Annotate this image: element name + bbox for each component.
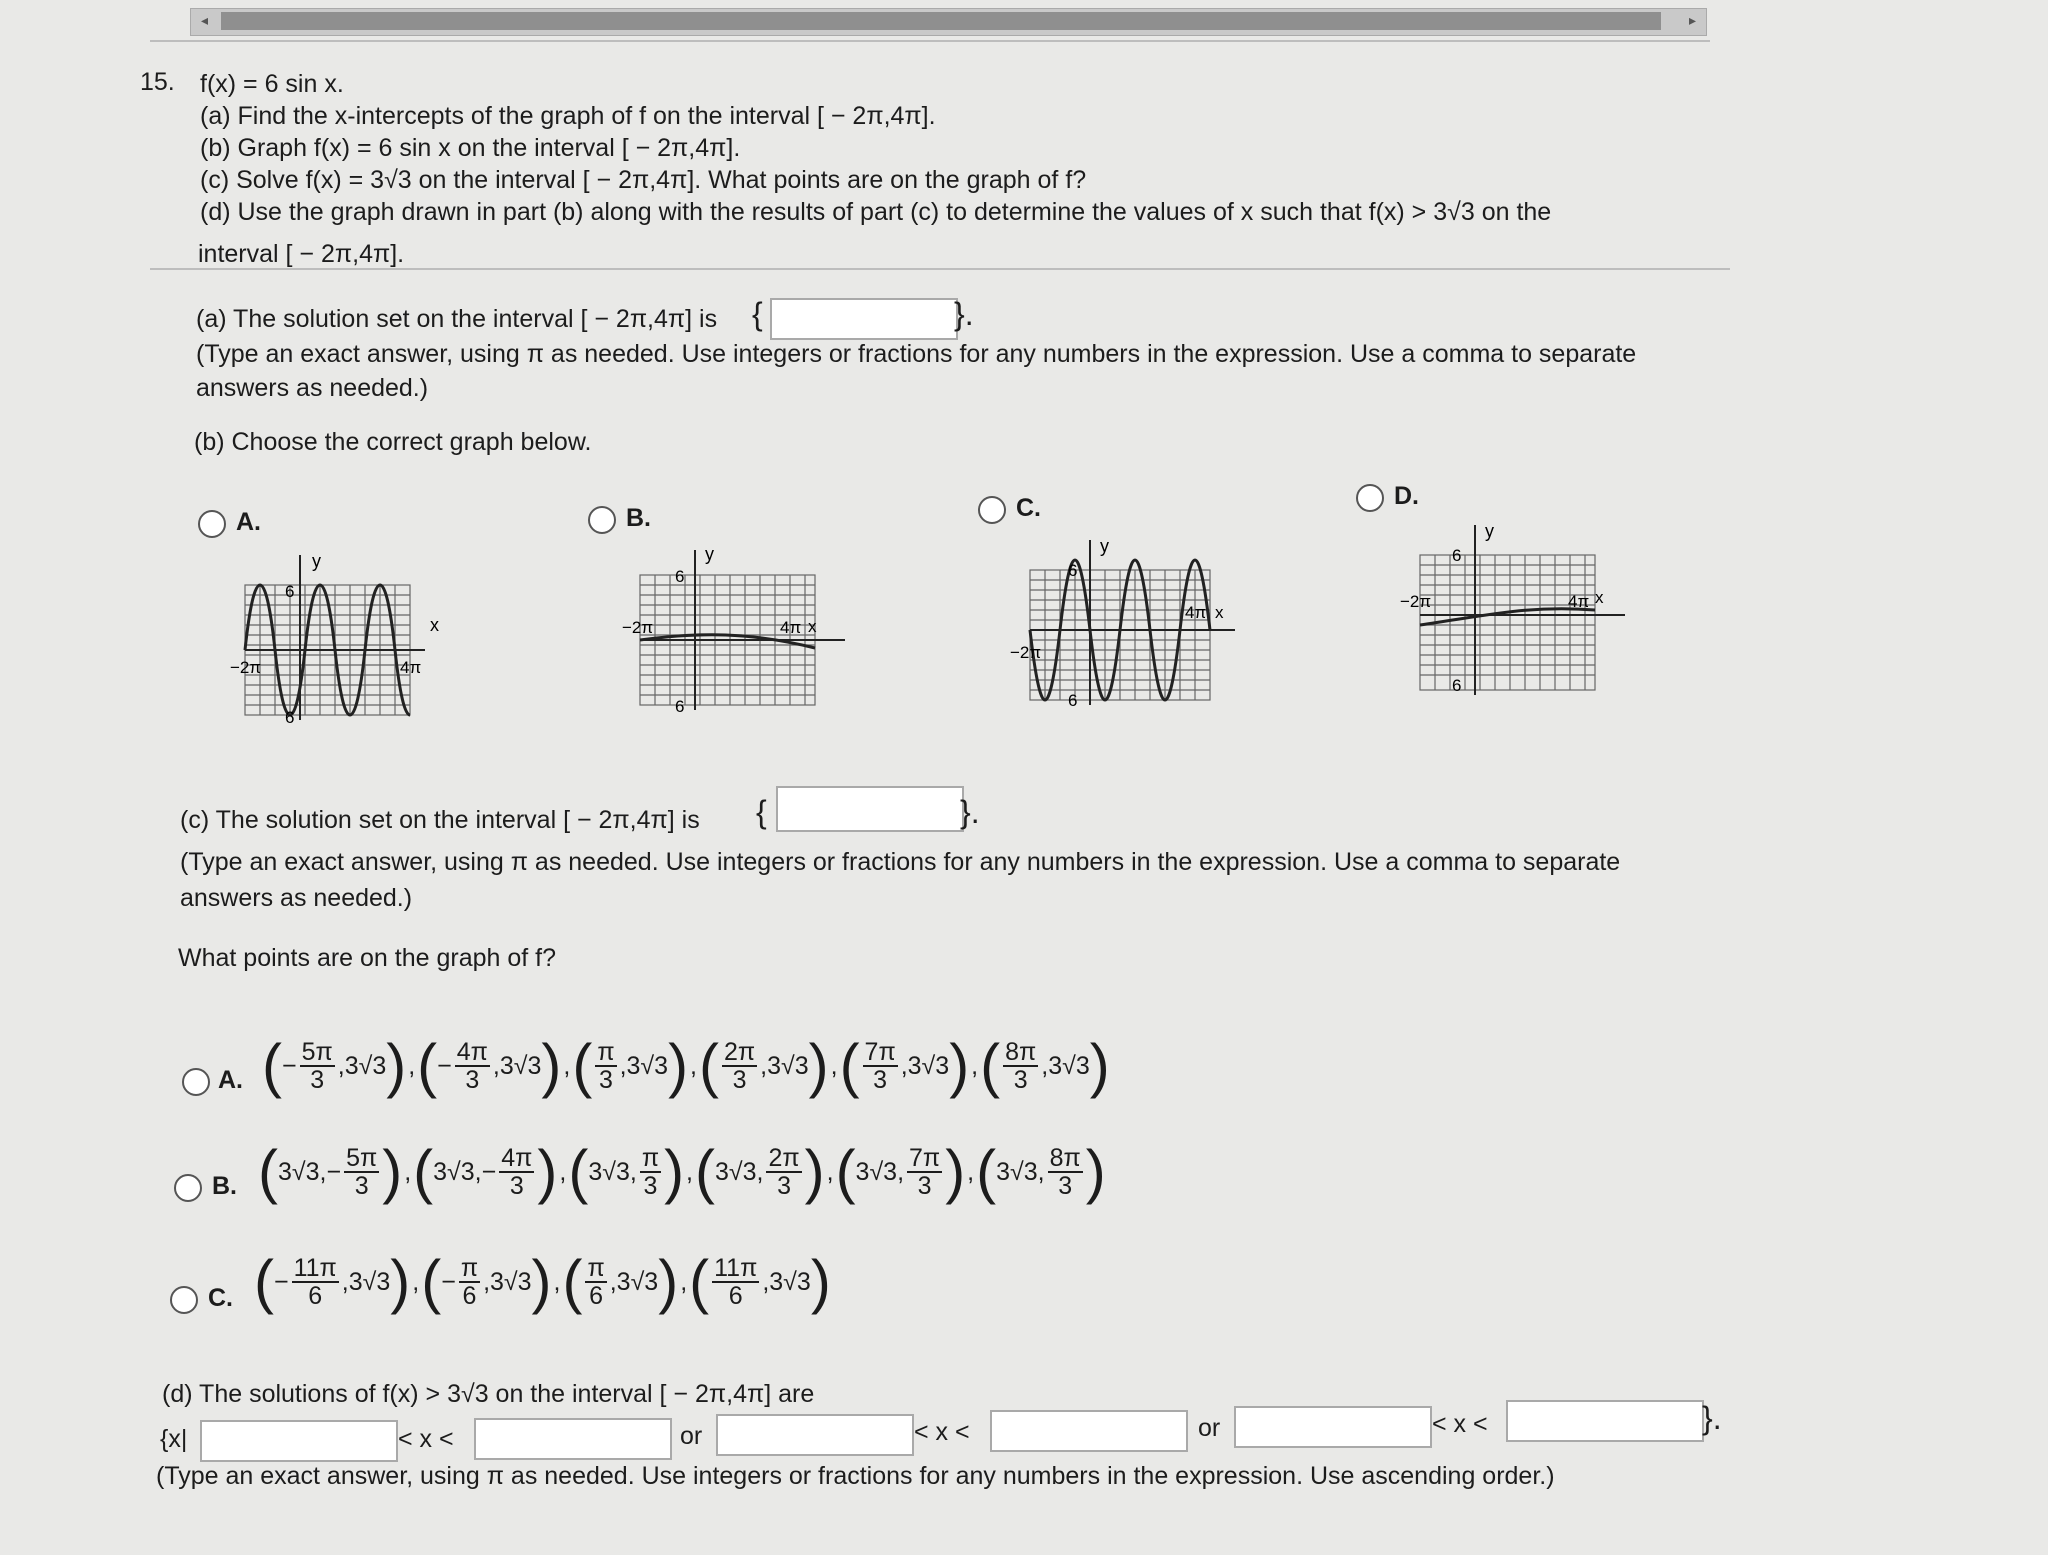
paren-close: )	[668, 1032, 689, 1099]
fraction	[292, 1255, 339, 1310]
points-option-b-label: B.	[212, 1172, 237, 1200]
y-value: 3√3,	[996, 1157, 1045, 1186]
paren-open: (	[421, 1248, 442, 1315]
fraction-denominator: 3	[599, 1066, 613, 1094]
paren-open: (	[839, 1032, 860, 1099]
part-d-lt-3: < x <	[1432, 1410, 1488, 1438]
separator: ,	[563, 1051, 571, 1080]
point	[572, 1032, 689, 1099]
fraction-denominator: 3	[873, 1066, 888, 1094]
paren-open: (	[258, 1138, 278, 1205]
sign: −	[437, 1051, 452, 1080]
y-axis-label: y	[1100, 536, 1109, 556]
problem-part-c: (c) Solve f(x) = 3√3 on the interval [ − 2π,4π]. What points are on the graph of f?	[200, 166, 1087, 194]
x-axis-label: x	[430, 615, 439, 635]
points-option-a[interactable]	[262, 1032, 1110, 1099]
graph-option-c-label: C.	[1016, 494, 1041, 522]
part-d-lt-2: < x <	[914, 1418, 970, 1446]
fraction-numerator: π	[587, 1253, 605, 1282]
points-option-b-radio[interactable]	[174, 1174, 202, 1202]
section-divider	[150, 268, 1730, 270]
part-b-prompt: (b) Choose the correct graph below.	[194, 428, 592, 456]
y-max-label: 6	[1068, 561, 1078, 580]
point	[976, 1138, 1106, 1205]
point	[695, 1138, 825, 1205]
graph-option-c[interactable]	[1010, 530, 1250, 715]
fraction-numerator: 5π	[301, 1037, 333, 1066]
fraction-numerator: π	[597, 1037, 615, 1066]
paren-close: )	[1085, 1138, 1106, 1205]
part-d-input-3[interactable]	[716, 1414, 914, 1456]
fraction-numerator: 4π	[501, 1143, 533, 1172]
fraction	[722, 1039, 757, 1094]
part-d-input-6[interactable]	[1506, 1400, 1704, 1442]
y-value: 3√3,	[433, 1157, 482, 1186]
paren-open: (	[413, 1138, 434, 1205]
fraction	[585, 1255, 606, 1310]
y-min-label: 6	[1068, 691, 1078, 710]
fraction-numerator: π	[460, 1253, 479, 1282]
part-d-input-5[interactable]	[1234, 1406, 1432, 1448]
fraction-numerator: 11π	[714, 1253, 758, 1282]
paren-open: (	[980, 1032, 1001, 1099]
sign: −	[481, 1157, 497, 1186]
fraction-denominator: 3	[777, 1172, 791, 1200]
y-value: ,3√3	[762, 1267, 811, 1296]
top-divider	[150, 40, 1710, 42]
x-min-label: −2π	[622, 618, 654, 637]
y-min-label: 6	[675, 697, 685, 716]
part-d-set-open: {x|	[160, 1425, 188, 1453]
x-axis-label: x	[1215, 603, 1224, 622]
paren-open: (	[699, 1032, 719, 1099]
fraction-numerator: 2π	[723, 1037, 756, 1066]
separator: ,	[826, 1157, 834, 1186]
separator: ,	[553, 1267, 561, 1296]
fraction	[300, 1039, 335, 1094]
scroll-thumb[interactable]	[221, 12, 1661, 30]
paren-open: (	[417, 1032, 438, 1099]
fraction	[907, 1145, 942, 1200]
x-min-label: −2π	[1010, 643, 1042, 662]
problem-number: 15.	[140, 68, 175, 96]
part-a-brace-open: {	[752, 296, 763, 332]
point	[262, 1032, 407, 1099]
graph-option-c-radio[interactable]	[978, 496, 1006, 524]
problem-part-d-cont: interval [ − 2π,4π].	[198, 240, 405, 268]
y-value: 3√3,	[714, 1157, 764, 1186]
graph-option-a[interactable]	[230, 545, 460, 730]
separator: ,	[690, 1051, 697, 1080]
part-c-answer-input[interactable]	[776, 786, 964, 832]
part-d-input-1[interactable]	[200, 1420, 398, 1462]
x-max-label: 4π	[400, 658, 422, 677]
points-option-a-label: A.	[218, 1066, 243, 1094]
y-value: ,3√3	[760, 1051, 809, 1080]
graph-option-b[interactable]	[620, 540, 860, 725]
part-d-input-4[interactable]	[990, 1410, 1188, 1452]
paren-close: )	[658, 1248, 679, 1315]
fraction-denominator: 6	[589, 1282, 604, 1310]
fraction-denominator: 3	[917, 1172, 932, 1200]
y-axis-label: y	[1485, 521, 1494, 541]
x-min-label: −2π	[1400, 592, 1432, 611]
paren-open: (	[572, 1032, 593, 1099]
part-d-or-2: or	[1198, 1414, 1221, 1442]
point	[568, 1138, 685, 1205]
paren-close: )	[537, 1138, 558, 1205]
y-value: 3√3,	[277, 1157, 327, 1186]
sign: −	[326, 1157, 342, 1186]
fraction-numerator: 4π	[456, 1037, 488, 1066]
x-max-label: 4π	[780, 618, 802, 637]
separator: ,	[408, 1051, 416, 1080]
part-d-instructions: (Type an exact answer, using π as needed. Use integers or fractions for any numbers in the expression. Use ascending order.)	[156, 1462, 1555, 1490]
part-c-brace-close: }.	[960, 794, 980, 830]
part-a-instructions: (Type an exact answer, using π as needed. Use integers or fractions for any numbers in the expression. Use a comma to separate	[196, 340, 1637, 368]
y-value: ,3√3	[900, 1051, 950, 1080]
graph-option-a-label: A.	[236, 508, 261, 536]
paren-open: (	[568, 1138, 589, 1205]
separator: ,	[686, 1157, 693, 1186]
part-a-brace-close: }.	[954, 296, 974, 332]
points-option-a-radio[interactable]	[182, 1068, 210, 1096]
fraction-numerator: 8π	[1049, 1143, 1081, 1172]
point	[562, 1248, 679, 1315]
y-value: 3√3,	[855, 1157, 905, 1186]
x-axis-label: x	[1595, 588, 1604, 607]
separator: ,	[404, 1157, 412, 1186]
graph-option-b-radio[interactable]	[588, 506, 616, 534]
part-a-instructions-cont: answers as needed.)	[196, 374, 429, 402]
graph-option-d-label: D.	[1394, 482, 1419, 510]
separator: ,	[680, 1267, 688, 1296]
paren-open: (	[254, 1248, 274, 1315]
problem-part-a: (a) Find the x-intercepts of the graph of f on the interval [ − 2π,4π].	[200, 102, 936, 130]
fraction-denominator: 3	[1013, 1066, 1028, 1094]
problem-part-d: (d) Use the graph drawn in part (b) along with the results of part (c) to determine the values of x such that f(x) > 3√3 on the	[200, 198, 1552, 226]
separator: ,	[559, 1157, 567, 1186]
point	[258, 1138, 403, 1205]
point	[254, 1248, 411, 1315]
y-value: 3√3,	[588, 1157, 637, 1186]
part-c-instructions-cont: answers as needed.)	[180, 884, 413, 912]
y-axis-label: y	[705, 544, 714, 564]
y-value: ,3√3	[492, 1051, 542, 1080]
scroll-left-icon[interactable]: ◂	[201, 12, 209, 28]
fraction-denominator: 3	[310, 1066, 325, 1094]
horizontal-scrollbar[interactable]	[190, 8, 1707, 36]
fraction-denominator: 6	[308, 1282, 323, 1310]
graph-option-d-radio[interactable]	[1356, 484, 1384, 512]
part-d-input-2[interactable]	[474, 1418, 672, 1460]
part-d-brace-close: }.	[1702, 1400, 1722, 1436]
fraction-numerator: 2π	[768, 1143, 800, 1172]
sign: −	[441, 1267, 456, 1296]
fraction-denominator: 3	[643, 1172, 658, 1200]
points-option-c-label: C.	[208, 1284, 233, 1312]
part-d-lt-1: < x <	[398, 1425, 454, 1453]
fraction	[640, 1145, 661, 1200]
y-value: ,3√3	[1041, 1051, 1090, 1080]
point	[417, 1032, 562, 1099]
problem-part-b: (b) Graph f(x) = 6 sin x on the interval [ − 2π,4π].	[200, 134, 741, 162]
point	[835, 1138, 966, 1205]
y-max-label: 6	[675, 567, 685, 586]
fraction	[766, 1145, 801, 1200]
part-c-instructions: (Type an exact answer, using π as needed. Use integers or fractions for any numbers in the expression. Use a comma to separate	[180, 848, 1621, 876]
sine-curve	[1420, 609, 1595, 625]
paren-close: )	[664, 1138, 685, 1205]
paren-open: (	[976, 1138, 997, 1205]
paren-close: )	[386, 1032, 407, 1099]
paren-open: (	[562, 1248, 583, 1315]
y-value: ,3√3	[619, 1051, 669, 1080]
fraction-denominator: 3	[1058, 1172, 1073, 1200]
paren-open: (	[695, 1138, 715, 1205]
point	[421, 1248, 552, 1315]
fraction-numerator: 7π	[864, 1037, 896, 1066]
point	[413, 1138, 558, 1205]
paren-close: )	[810, 1248, 831, 1315]
part-c-brace-open: {	[756, 794, 767, 830]
fraction	[712, 1255, 759, 1310]
fraction-denominator: 3	[509, 1172, 524, 1200]
separator: ,	[967, 1157, 975, 1186]
y-value: ,3√3	[341, 1267, 391, 1296]
paren-close: )	[949, 1032, 970, 1099]
paren-open: (	[689, 1248, 710, 1315]
fraction	[455, 1039, 490, 1094]
y-axis-label: y	[312, 551, 321, 571]
x-axis-label: x	[808, 617, 817, 636]
fraction-numerator: 5π	[346, 1143, 378, 1172]
y-value: ,3√3	[337, 1051, 387, 1080]
part-d-or-1: or	[680, 1422, 703, 1450]
sign: −	[273, 1267, 289, 1296]
point	[839, 1032, 970, 1099]
graph-option-a-radio[interactable]	[198, 510, 226, 538]
fraction-denominator: 3	[354, 1172, 369, 1200]
paren-close: )	[945, 1138, 966, 1205]
fraction	[344, 1145, 379, 1200]
graph-option-d[interactable]	[1390, 515, 1630, 700]
paren-close: )	[804, 1138, 825, 1205]
x-max-label: 4π	[1185, 603, 1207, 622]
y-max-label: 6	[285, 582, 295, 601]
x-max-label: 4π	[1568, 592, 1590, 611]
y-min-label: 6	[285, 708, 295, 727]
fraction	[459, 1255, 480, 1310]
paren-open: (	[835, 1138, 856, 1205]
fraction	[863, 1039, 898, 1094]
paren-close: )	[808, 1032, 829, 1099]
fraction-numerator: 11π	[293, 1253, 337, 1282]
paren-close: )	[541, 1032, 562, 1099]
fraction	[1003, 1039, 1038, 1094]
point	[699, 1032, 829, 1099]
y-value: ,3√3	[609, 1267, 659, 1296]
scroll-right-icon[interactable]: ▸	[1688, 12, 1696, 28]
fraction-denominator: 6	[728, 1282, 743, 1310]
point	[689, 1248, 831, 1315]
point	[980, 1032, 1110, 1099]
paren-open: (	[262, 1032, 282, 1099]
points-option-c-radio[interactable]	[170, 1286, 198, 1314]
fraction-numerator: π	[641, 1143, 660, 1172]
points-option-b[interactable]	[258, 1138, 1106, 1205]
problem-function: f(x) = 6 sin x.	[200, 70, 344, 98]
fraction	[595, 1039, 616, 1094]
sign: −	[281, 1051, 297, 1080]
y-min-label: 6	[1452, 676, 1462, 695]
graph-option-b-label: B.	[626, 504, 651, 532]
part-c-prompt: (c) The solution set on the interval [ − 2π,4π] is	[180, 806, 700, 834]
fraction	[499, 1145, 534, 1200]
separator: ,	[971, 1051, 979, 1080]
separator: ,	[830, 1051, 838, 1080]
y-value: ,3√3	[483, 1267, 532, 1296]
paren-close: )	[390, 1248, 411, 1315]
separator: ,	[412, 1267, 420, 1296]
paren-close: )	[1089, 1032, 1110, 1099]
fraction-denominator: 3	[465, 1066, 480, 1094]
points-option-c[interactable]	[254, 1248, 831, 1315]
y-max-label: 6	[1452, 546, 1462, 565]
part-c-question: What points are on the graph of f?	[178, 944, 557, 972]
fraction-denominator: 3	[732, 1066, 747, 1094]
part-a-answer-input[interactable]	[770, 298, 958, 340]
x-min-label: −2π	[230, 658, 262, 677]
fraction-numerator: 7π	[909, 1143, 941, 1172]
fraction-numerator: 8π	[1005, 1037, 1037, 1066]
fraction	[1048, 1145, 1083, 1200]
paren-close: )	[531, 1248, 552, 1315]
fraction-denominator: 6	[462, 1282, 477, 1310]
part-d-prompt: (d) The solutions of f(x) > 3√3 on the interval [ − 2π,4π] are	[162, 1380, 815, 1408]
part-a-prompt: (a) The solution set on the interval [ − 2π,4π] is	[196, 305, 718, 333]
paren-close: )	[382, 1138, 403, 1205]
